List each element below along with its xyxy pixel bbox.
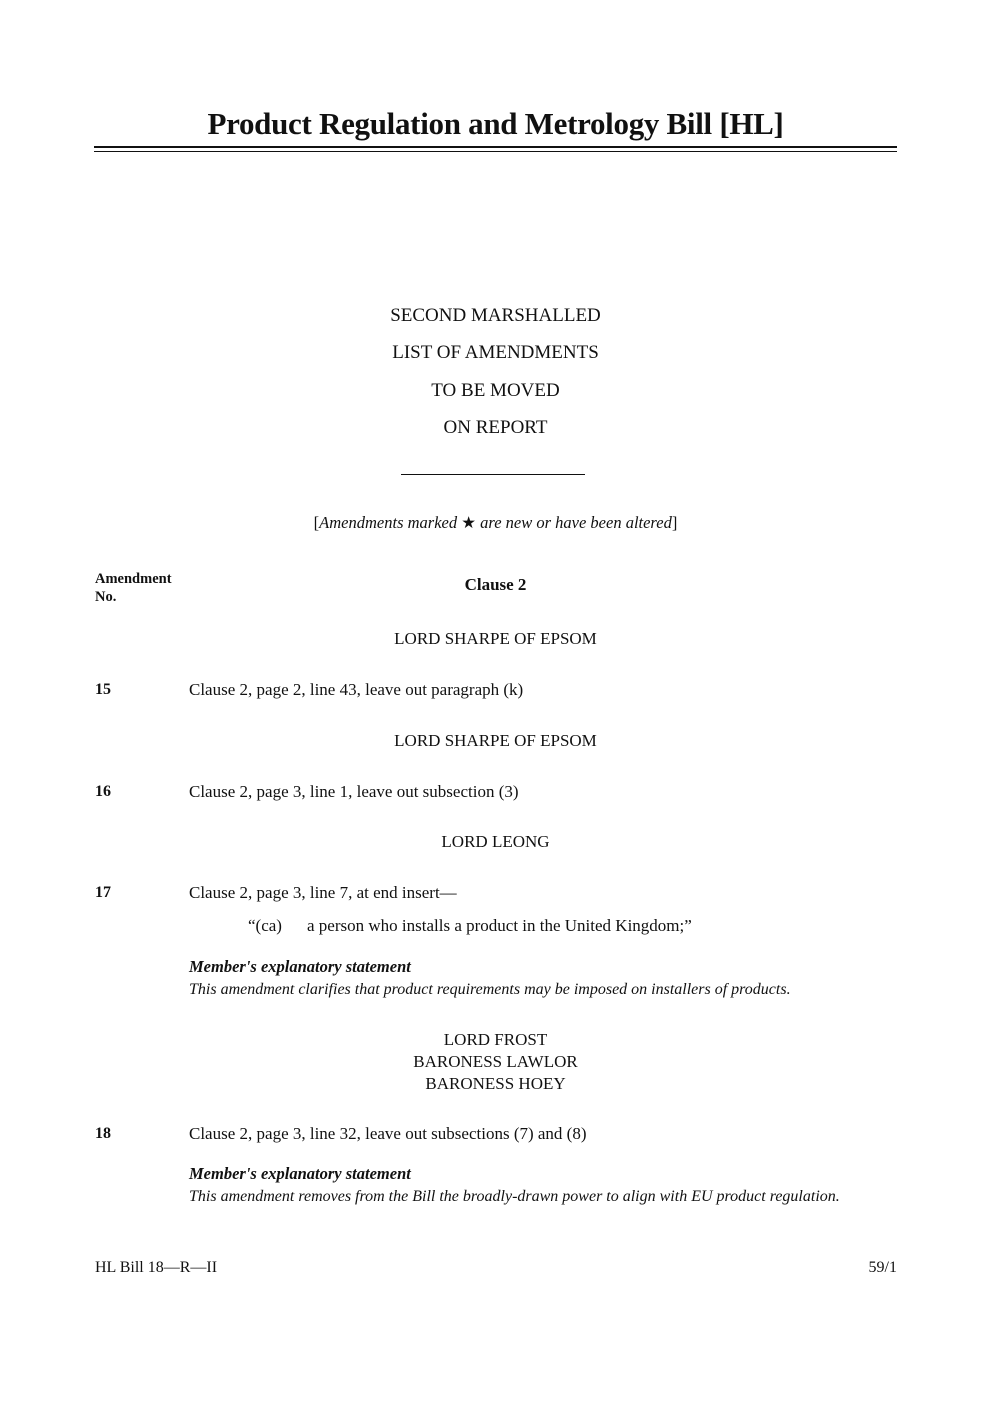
divider xyxy=(401,474,585,475)
bill-reference: HL Bill 18—R—II xyxy=(95,1259,218,1276)
sponsor: BARONESS HOEY xyxy=(425,1074,566,1093)
amendment-number: 17 xyxy=(95,884,111,901)
star-icon: ★ xyxy=(461,513,477,532)
amendment-text: Clause 2, page 3, line 7, at end insert— xyxy=(189,883,457,902)
sponsor: LORD FROST xyxy=(443,1030,548,1049)
statement-heading: Member's explanatory statement xyxy=(189,957,411,976)
sponsor: BARONESS LAWLOR xyxy=(413,1052,578,1071)
amendment-number: 18 xyxy=(95,1125,111,1142)
amendment-text: Clause 2, page 3, line 32, leave out subsections (7) and (8) xyxy=(189,1124,587,1143)
statement-heading: Member's explanatory statement xyxy=(189,1164,411,1183)
amendment-number: 15 xyxy=(95,681,111,698)
sponsor: LORD SHARPE OF EPSOM xyxy=(394,731,597,750)
subtitle-line: SECOND MARSHALLED xyxy=(390,305,601,326)
amendments-note: [Amendments marked ★ are new or have been altered] xyxy=(313,513,678,532)
subtitle-line: TO BE MOVED xyxy=(431,380,560,401)
insert-label: “(ca) xyxy=(248,916,282,935)
title-rule-thin xyxy=(94,151,897,152)
insert-text: a person who installs a product in the United Kingdom;” xyxy=(307,916,692,935)
amendment-no-header: Amendment No. xyxy=(95,571,172,605)
page-reference: 59/1 xyxy=(868,1259,897,1276)
amendment-number: 16 xyxy=(95,783,111,800)
title-rule-thick xyxy=(94,146,897,148)
subtitle-line: LIST OF AMENDMENTS xyxy=(392,342,599,363)
sponsor: LORD LEONG xyxy=(441,832,550,851)
sponsor: LORD SHARPE OF EPSOM xyxy=(394,629,597,648)
amendment-text: Clause 2, page 2, line 43, leave out paragraph (k) xyxy=(189,680,524,699)
subtitle-line: ON REPORT xyxy=(443,417,548,438)
document-title: Product Regulation and Metrology Bill [HL] xyxy=(207,106,784,141)
explanatory-statement: This amendment clarifies that product requirements may be imposed on installers of products. xyxy=(189,981,791,998)
explanatory-statement: This amendment removes from the Bill the broadly-drawn power to align with EU product regulation. xyxy=(189,1188,840,1205)
clause-heading: Clause 2 xyxy=(464,575,527,594)
amendment-text: Clause 2, page 3, line 1, leave out subsection (3) xyxy=(189,782,519,801)
